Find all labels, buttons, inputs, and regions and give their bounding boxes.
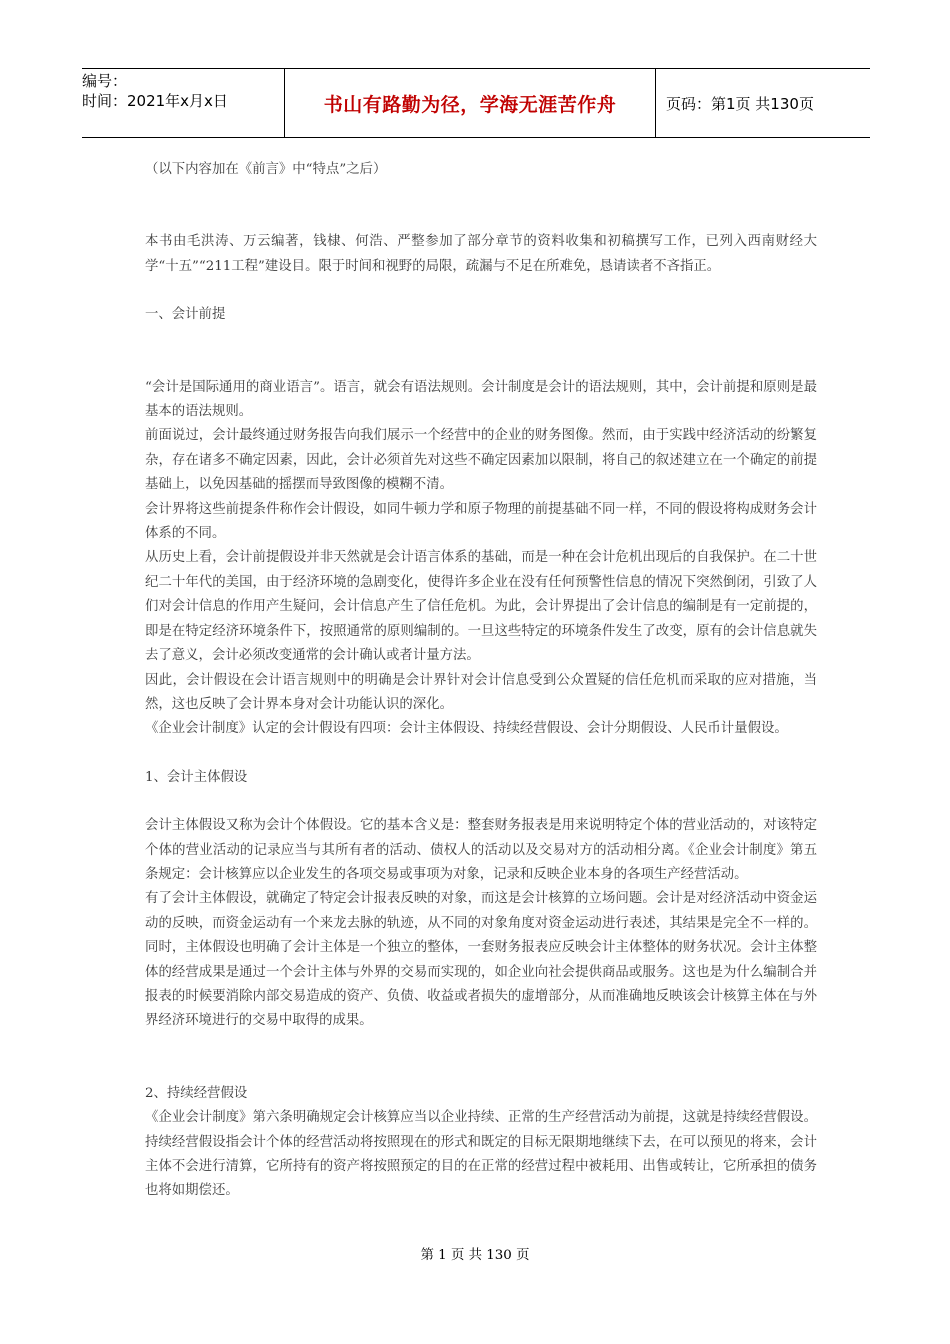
intro-paragraph: 本书由毛洪涛、万云编著，钱棣、何浩、严整参加了部分章节的资料收集和初稿撰写工作，已列入西南财经大学“十五”“211工程”建设目。限于时间和视野的局限，疏漏与不足在所难免，恳请读者不吝指正。	[145, 234, 817, 274]
doc-number-label: 编号：	[82, 72, 128, 90]
paragraph: 有了会计主体假设，就确定了特定会计报表反映的对象，而这是会计核算的立场问题。会计是对经济活动中资金运动的反映，而资金运动有一个来龙去脉的轨迹，从不同的对象角度对资金运动进行表述，其结果是完全不一样的。同时，主体假设也明确了会计主体是一个独立的整体，一套财务报表应反映会计主体整体的财务状况。会计主体整体的经营成果是通过一个会计主体与外界的交易而实现的，如企业向社会提供商品或服务。这也是为什么编制合并报表的时候要消除内部交易造成的资产、负债、收益或者损失的虚增部分，从而准确地反映该会计核算主体在与外界经济环境进行的交易中取得的成果。	[145, 891, 817, 1029]
header-motto: 书山有路勤为径，学海无涯苦作舟	[285, 69, 656, 137]
paragraph: 《企业会计制度》第六条明确规定会计核算应当以企业持续、正常的生产经营活动为前提，这就是持续经营假设。持续经营假设指会计个体的经营活动将按照现在的形式和既定的目标无限期地继续下去，在可以预见的将来，会计主体不会进行清算，它所持有的资产将按照预定的目的在正常的经营过程中被耗用、出售或转让，它所承担的债务也将如期偿还。	[145, 1110, 817, 1199]
page-header	[82, 68, 870, 138]
paragraph: 因此，会计假设在会计语言规则中的明确是会计界针对会计信息受到公众置疑的信任危机而采取的应对措施，当然，这也反映了会计界本身对会计功能认识的深化。	[145, 672, 817, 712]
paragraph: 前面说过，会计最终通过财务报告向我们展示一个经营中的企业的财务图像。然而，由于实践中经济活动的纷繁复杂，存在诸多不确定因素，因此，会计必须首先对这些不确定因素加以限制，将自己的叙述建立在一个确定的前提基础上，以免因基础的摇摆而导致图像的模糊不清。	[145, 428, 817, 493]
insertion-note: （以下内容加在《前言》中“特点”之后）	[145, 162, 387, 177]
doc-date-label: 时间：2021年x月x日	[82, 92, 228, 110]
section-heading: 一、会计前提	[145, 307, 226, 323]
subsection-heading: 1、会计主体假设	[145, 769, 248, 785]
header-page-info: 页码：第1页 共130页	[666, 94, 814, 113]
header-meta-cell	[82, 69, 285, 137]
page-footer: 第 1 页 共 130 页	[420, 1248, 530, 1263]
paragraph: 会计主体假设又称为会计个体假设。它的基本含义是：整套财务报表是用来说明特定个体的营业活动的，对该特定个体的营业活动的记录应当与其所有者的活动、债权人的活动以及交易对方的活动相分离。《企业会计制度》第五条规定：会计核算应以企业发生的各项交易或事项为对象，记录和反映企业本身的各项生产经营活动。	[145, 818, 817, 882]
paragraph: 《企业会计制度》认定的会计假设有四项：会计主体假设、持续经营假设、会计分期假设、人民币计量假设。	[145, 721, 788, 737]
paragraph: “会计是国际通用的商业语言”。语言，就会有语法规则。会计制度是会计的语法规则，其中，会计前提和原则是最基本的语法规则。	[145, 379, 817, 420]
paragraph: 从历史上看，会计前提假设并非天然就是会计语言体系的基础，而是一种在会计危机出现后的自我保护。在二十世纪二十年代的美国，由于经济环境的急剧变化，使得许多企业在没有任何预警性信息的情况下突然倒闭，引致了人们对会计信息的作用产生疑问，会计信息产生了信任危机。为此，会计界提出了会计信息的编制是有一定前提的，即是在特定经济环境条件下，按照通常的原则编制的。一旦这些特定的环境条件发生了改变，原有的会计信息就失去了意义，会计必须改变通常的会计确认或者计量方法。	[145, 550, 817, 664]
subsection-heading: 2、持续经营假设	[145, 1085, 248, 1101]
paragraph: 会计界将这些前提条件称作会计假设，如同牛顿力学和原子物理的前提基础不同一样，不同的假设将构成财务会计体系的不同。	[145, 501, 817, 542]
document-body	[145, 158, 817, 1204]
